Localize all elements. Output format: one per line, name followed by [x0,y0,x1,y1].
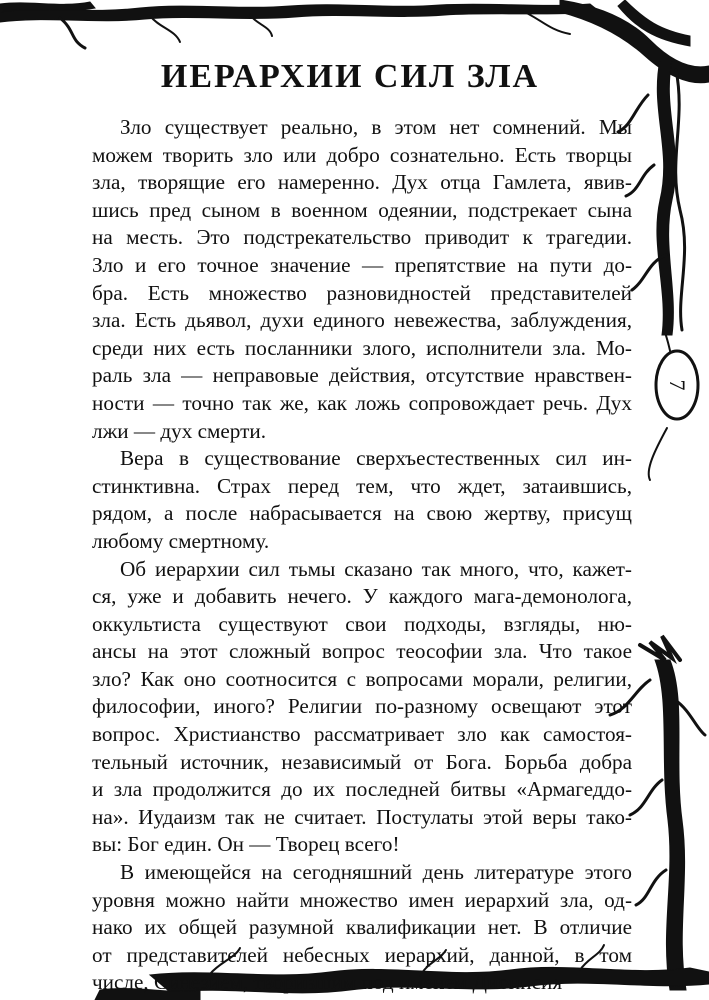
body-text [92,114,632,997]
page-number: 7 [665,379,690,391]
text-line: от представителей небесных иерархий, данной, в том [92,942,632,967]
paragraph [92,445,632,555]
text-line: зла, творящие его намеренно. Дух отца Гамлета, явив- [92,170,632,195]
text-line: рядом, а после набрасывается на свою жертву, присущ [92,501,632,526]
text-line: нако их общей разумной квалификации нет. В отличие [92,915,632,940]
text-line: ся, уже и добавить нечего. У каждого мага-демонолога, [92,584,632,609]
text-line: Зло и его точное значение — препятствие на пути до- [92,252,632,277]
page-title: ИЕРАРХИИ СИЛ ЗЛА [160,58,540,95]
text-line: числе, Синезием, творившим под именем Дионисия [92,970,563,995]
text-line: бра. Есть множество разновидностей представителей [92,280,632,305]
text-line: можем творить зло или добро сознательно. Есть творцы [92,142,632,167]
text-line: среди них есть посланники злого, исполнители зла. Мо- [92,335,632,360]
text-line: ансы на этот сложный вопрос теософии зла. Что такое [92,639,632,664]
text-line: Вера в существование сверхъестественных сил ин- [120,446,632,471]
text-line: на месть. Это подстрекательство приводит к трагедии. [92,225,632,250]
text-line: тельный источник, независимый от Бога. Борьба добра [92,749,632,774]
right-vine [657,60,676,335]
paragraph [92,556,632,860]
text-line: и зла продолжится до их последней битвы «Армагеддо- [92,777,632,802]
text-line: на». Иудаизм так не считает. Постулаты этой веры тако- [92,804,632,829]
paragraph [92,114,632,445]
text-line: зло? Как оно соотносится с вопросами морали, религии, [92,666,632,691]
text-line: раль зла — неправовые действия, отсутствие нравствен- [92,363,632,388]
text-line: ности — точно так же, как ложь сопровождает речь. Дух [92,390,632,415]
text-line: Об иерархии сил тьмы сказано так много, что, кажет- [120,556,632,581]
text-line: вы: Бог един. Он — Творец всего! [92,832,400,857]
text-line: В имеющейся на сегодняшний день литературе этого [120,860,632,885]
text-line: любому смертному. [92,528,270,553]
text-line: вопрос. Христианство рассматривает зло как самостоя- [92,722,632,747]
text-line: уровня можно найти множество имен иерархий зла, од- [92,887,632,912]
text-line: Зло существует реально, в этом нет сомнений. Мы [120,115,632,139]
right-lower-vine [655,660,686,990]
text-line: оккультиста существуют свои подходы, взгляды, ню- [92,611,632,636]
text-line: шись пред сыном в военном одеянии, подстрекает сына [92,197,632,222]
text-line: стинктивна. Страх перед тем, что ждет, затаившись, [92,473,632,498]
text-line: лжи — дух смерти. [92,418,267,443]
text-line: философии, иного? Религии по-разному освещают этот [92,694,632,719]
paragraph [92,859,632,997]
text-line: зла. Есть дьявол, духи единого невежества, заблуждения, [92,308,632,333]
